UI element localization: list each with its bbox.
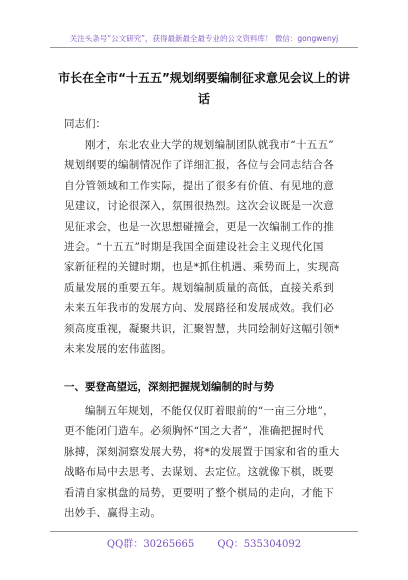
header-note: 关注头条号“公文研究”，获得最新最全最专业的公文资料库！ 微信：gongwenyj: [69, 34, 339, 43]
footer-qq: QQ：535304092: [217, 539, 302, 550]
text-line: 进会。“十五五”时期是我国全面建设社会主义现代化国: [64, 241, 324, 254]
text-line: 规划纲要的编制情况作了详细汇报，各位与会同志结合各: [64, 159, 334, 172]
footer-qq-group: QQ群：30265665: [106, 539, 195, 550]
header-divider: [50, 47, 358, 48]
text-line: 家新征程的关键时期，也是*抓住机遇、乘势而上，实现高: [64, 261, 340, 274]
text-line: 未来发展的宏伟蓝图。: [64, 343, 172, 356]
text-line: 质量发展的重要五年。规划编制质量的高低，直接关系到: [64, 281, 334, 294]
text-line: 脉搏，深刻洞察发展大势，将*的发展置于国家和省的重大: [64, 445, 340, 458]
text-line: 战略布局中去思考、去谋划、去定位。这就像下棋，既要: [64, 466, 334, 479]
text-line: 见建议，讨论很深入，氛围很热烈。这次会议既是一次意: [64, 200, 334, 213]
paragraph-section-1: [64, 401, 340, 523]
text-line: 更不能闭门造车。必须胸怀“国之大者”，准确把握时代: [64, 425, 324, 438]
text-line: 见征求会，也是一次思想碰撞会，更是一次编制工作的推: [64, 220, 334, 233]
document-title: 市长在全市“十五五”规划纲要编制征求意见会议上的讲话: [58, 71, 350, 106]
text-line: 未来五年我市的发展方向、发展路径和发展成效。我们必: [64, 302, 334, 315]
text-line: 出妙手、赢得主动。: [64, 507, 162, 520]
text-line: 编制五年规划，不能仅仅盯着眼前的“一亩三分地”，: [85, 405, 334, 417]
paragraph-intro: [64, 135, 340, 359]
footer-divider: [50, 531, 358, 532]
text-line: 刚才，东北农业大学的规划编制团队就我市“十五五”: [85, 139, 334, 151]
text-line: 看清自家棋盘的局势，更要明了整个棋局的走向，才能下: [64, 486, 334, 499]
salutation: 同志们：: [64, 118, 106, 130]
section-heading: 一、要登高望远，深刻把握规划编制的时与势: [64, 381, 274, 393]
text-line: 自分管领域和工作实际，提出了很多有价值、有见地的意: [64, 179, 334, 192]
text-line: 须高度重视，凝聚共识，汇聚智慧，共同绘制好这幅引领*: [64, 322, 340, 335]
footer: [0, 535, 408, 550]
